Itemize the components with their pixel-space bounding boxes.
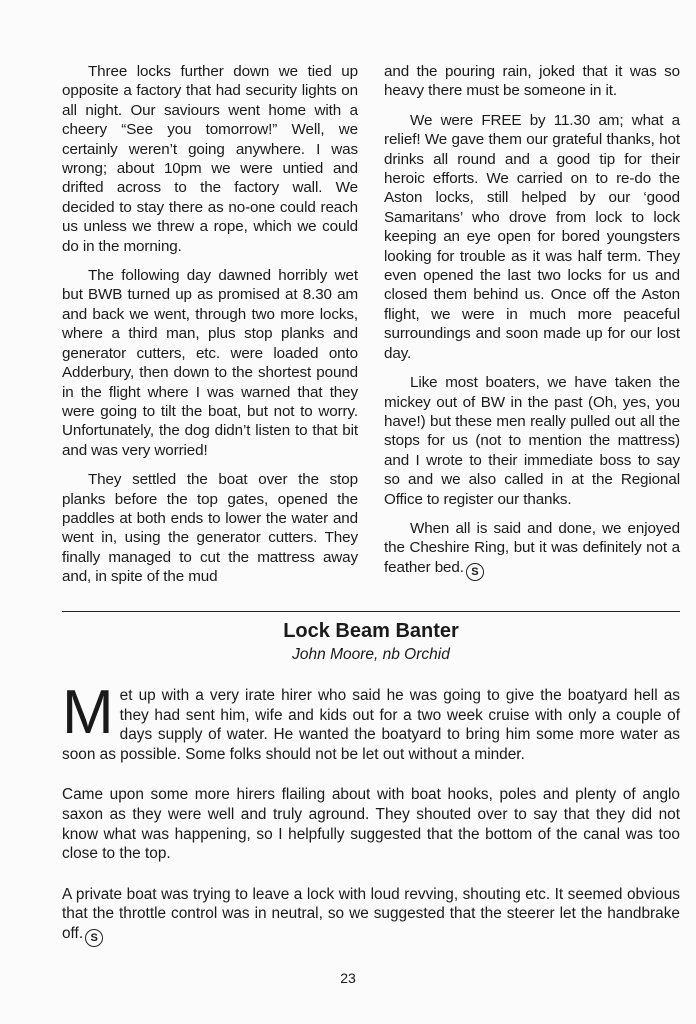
left-paragraph-3: They settled the boat over the stop planks before the top gates, opened the paddles at both ends to lower the water and went in, using the generator cutters. They finally managed to cut the mattress away and, in spite of the mud	[62, 471, 358, 586]
end-mark-icon: S	[466, 563, 484, 581]
two-column-text	[62, 62, 680, 597]
article-title: Lock Beam Banter	[283, 620, 459, 642]
article-body	[62, 678, 680, 968]
right-paragraph-2: We were FREE by 11.30 am; what a relief! We gave them our grateful thanks, hot drinks all round and a good tip for their heroic efforts. We carried on to re-do the Aston locks, still helped by our ‘good Samaritans’ who drove from lock to lock keeping an eye open for bored youngsters looking for trouble as it was half term. They even opened the last two locks for us and closed them behind us. Once off the Aston flight, we were in much more peaceful surroundings and soon made up for our lost day.	[384, 111, 680, 362]
right-paragraph-4-text: When all is said and done, we enjoyed the Cheshire Ring, but it was definitely not a feather bed.	[384, 519, 680, 576]
left-column	[62, 62, 358, 597]
left-paragraph-1: Three locks further down we tied up opposite a factory that had security lights on all night. Our saviours went home with a cheery “See you tomorrow!” Well, we certainly weren’t going anywhere. I was wrong; about 10pm we were untied and drifted across to the factory wall. We decided to stay there as no-one could reach us unless we threw a rope, which we could do in the morning.	[62, 63, 358, 255]
right-paragraph-1: and the pouring rain, joked that it was so heavy there must be someone in it.	[384, 63, 680, 100]
article-paragraph-3	[62, 885, 680, 947]
left-paragraph-2: The following day dawned horribly wet but BWB turned up as promised at 8.30 am and back we went, through two more locks, where a third man, plus stop planks and generator cutters, etc. were loaded onto Adderbury, then down to the shortest pound in the flight where I was warned that they were going to tilt the boat, but not to worry. Unfortunately, the dog didn’t listen to that bit and was very worried!	[62, 267, 358, 459]
right-paragraph-4	[384, 519, 680, 581]
article-paragraph-1	[62, 678, 680, 764]
right-paragraph-3: Like most boaters, we have taken the mickey out of BW in the past (Oh, yes, you have!) but these men really pulled out all the stops for us (not to mention the mattress) and I wrote to their immediate boss to say so and we also called in at the Regional Office to register our thanks.	[384, 374, 680, 508]
drop-cap: M	[62, 678, 114, 747]
article-end-mark-icon: S	[85, 929, 103, 947]
article-paragraph-1-text: et up with a very irate hirer who said he was going to give the boatyard hell as they had sent him, wife and kids out for a two week cruise with only a couple of days supply of water. He wanted the boatyard to bring him some more water as soon as possible. Some folks should not be let out without a minder.	[62, 687, 680, 763]
article-paragraph-2: Came upon some more hirers flailing about with boat hooks, poles and plenty of anglo saxon as they were well and truly aground. They shouted over to say that they did not know what was happening, so I helpfully suggested that the bottom of the canal was too close to the top.	[62, 786, 680, 863]
article-paragraph-3-text: A private boat was trying to leave a lock with loud revving, shouting etc. It seemed obvious that the throttle control was in neutral, so we suggested that the steerer let the handbrake off.	[62, 885, 680, 942]
section-divider	[62, 611, 680, 612]
article-byline: John Moore, nb Orchid	[292, 646, 450, 663]
page-number: 23	[340, 970, 356, 986]
right-column	[384, 62, 680, 597]
